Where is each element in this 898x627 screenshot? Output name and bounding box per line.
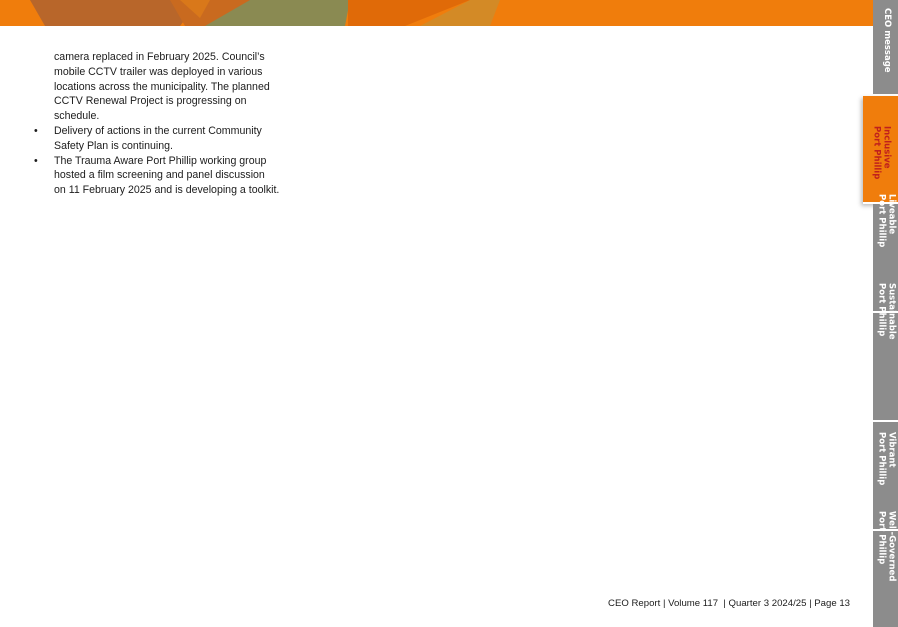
- tab-label-line: Liveable: [886, 194, 896, 235]
- bullet-item: [30, 154, 290, 198]
- tab-label-line: Port Phillip: [876, 283, 887, 337]
- tab-label: [876, 194, 895, 247]
- tab-sustainable-port-phillip[interactable]: [873, 283, 898, 422]
- tab-label-line: Port Phillip: [876, 194, 887, 248]
- tab-label-line: CEO message: [881, 8, 892, 73]
- bullet-line: hosted a film screening and panel discussion: [54, 169, 265, 182]
- page-footer: CEO Report | Volume 117 | Quarter 3 2024/25 | Page 13: [608, 598, 850, 609]
- paragraph-line: camera replaced in February 2025. Council’s: [54, 51, 265, 63]
- tab-label-line: Vibrant: [886, 432, 896, 468]
- tab-label: [876, 432, 895, 485]
- tab-label-line: Inclusive: [881, 126, 891, 169]
- paragraph-line: locations across the municipality. The planned: [54, 80, 270, 93]
- paragraph-line: mobile CCTV trailer was deployed in various: [54, 65, 263, 78]
- banner-graphic: [0, 0, 874, 26]
- tab-label-line: Port Phillip: [871, 126, 882, 180]
- tab-label: [876, 511, 895, 581]
- paragraph-line: CCTV Renewal Project is progressing on: [54, 95, 247, 108]
- continued-paragraph: [54, 50, 290, 124]
- section-tabs: [873, 0, 898, 627]
- tab-label-line: Sustainable: [886, 283, 896, 340]
- tab-well-governed-port-phillip[interactable]: [873, 511, 898, 627]
- tab-label-line: Well-Governed: [886, 511, 896, 582]
- body-text: [30, 50, 290, 198]
- bullet-marker: •: [34, 154, 38, 167]
- header-banner: [0, 0, 874, 26]
- bullet-list: [30, 124, 290, 198]
- bullet-item: [30, 124, 290, 154]
- bullet-line: The Trauma Aware Port Phillip working group: [54, 154, 267, 167]
- paragraph-line: schedule.: [54, 110, 100, 123]
- tab-label: [871, 126, 890, 179]
- tab-label-line: Port Phillip: [876, 511, 887, 565]
- bullet-line: Safety Plan is continuing.: [54, 139, 173, 152]
- tab-inclusive-port-phillip[interactable]: [863, 96, 898, 204]
- bullet-line: on 11 February 2025 and is developing a toolkit.: [54, 184, 280, 197]
- tab-label: [876, 283, 895, 340]
- bullet-marker: •: [34, 124, 38, 137]
- bullet-line: Delivery of actions in the current Community: [54, 124, 262, 137]
- tab-label-line: Port Phillip: [876, 432, 887, 486]
- tab-ceo-message[interactable]: [873, 0, 898, 96]
- tab-label: [881, 8, 891, 73]
